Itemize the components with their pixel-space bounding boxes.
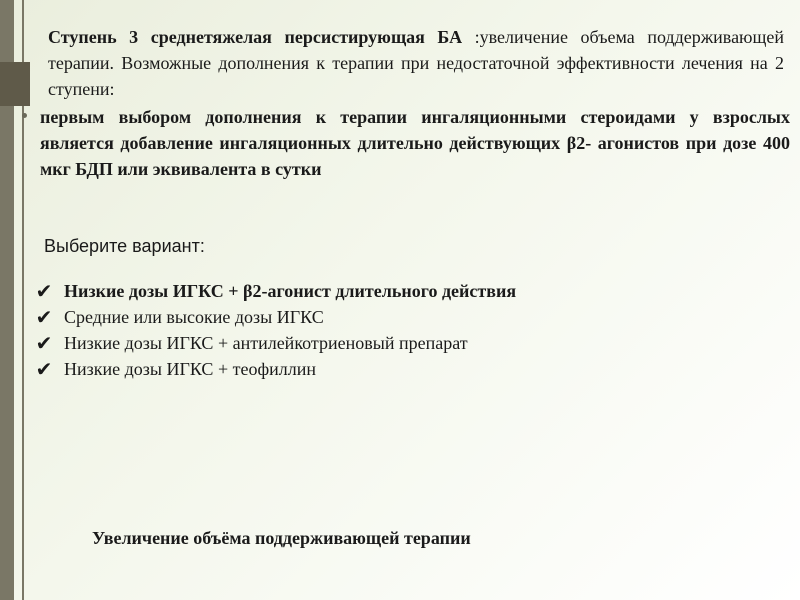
intro-paragraph <box>48 24 784 102</box>
bullet-dot-icon <box>22 113 27 118</box>
option-label: Низкие дозы ИГКС + β2-агонист длительного действия <box>64 281 517 301</box>
check-icon: ✔ <box>35 279 53 303</box>
option-label: Низкие дозы ИГКС + теофиллин <box>64 359 316 379</box>
main-bullet-text: первым выбором дополнения к терапии ингаляционными стероидами у взрослых является добавление ингаляционных длительно действующих β2- агонистов при дозе 400 мкг БДП или эквивалента в сутки <box>40 107 790 179</box>
option-3[interactable] <box>30 330 590 356</box>
main-bullet <box>22 104 790 182</box>
left-accent-block <box>0 62 30 106</box>
check-icon: ✔ <box>35 331 53 355</box>
options-list <box>30 278 590 382</box>
intro-text: :увеличение объема поддерживающей терапии. Возможные дополнения к терапии при недостаточной эффективности лечения на 2 ступени: <box>48 27 784 99</box>
option-2[interactable] <box>30 304 590 330</box>
option-1[interactable] <box>30 278 590 304</box>
check-icon: ✔ <box>35 357 53 381</box>
option-label: Низкие дозы ИГКС + антилейкотриеновый препарат <box>64 333 468 353</box>
check-icon: ✔ <box>35 305 53 329</box>
option-label: Средние или высокие дозы ИГКС <box>64 307 324 327</box>
answer-text: Увеличение объёма поддерживающей терапии <box>92 528 471 548</box>
question-prompt: Выберите вариант: <box>44 236 205 256</box>
intro-label: Ступень 3 среднетяжелая персистирующая БА <box>48 27 463 47</box>
option-4[interactable] <box>30 356 590 382</box>
